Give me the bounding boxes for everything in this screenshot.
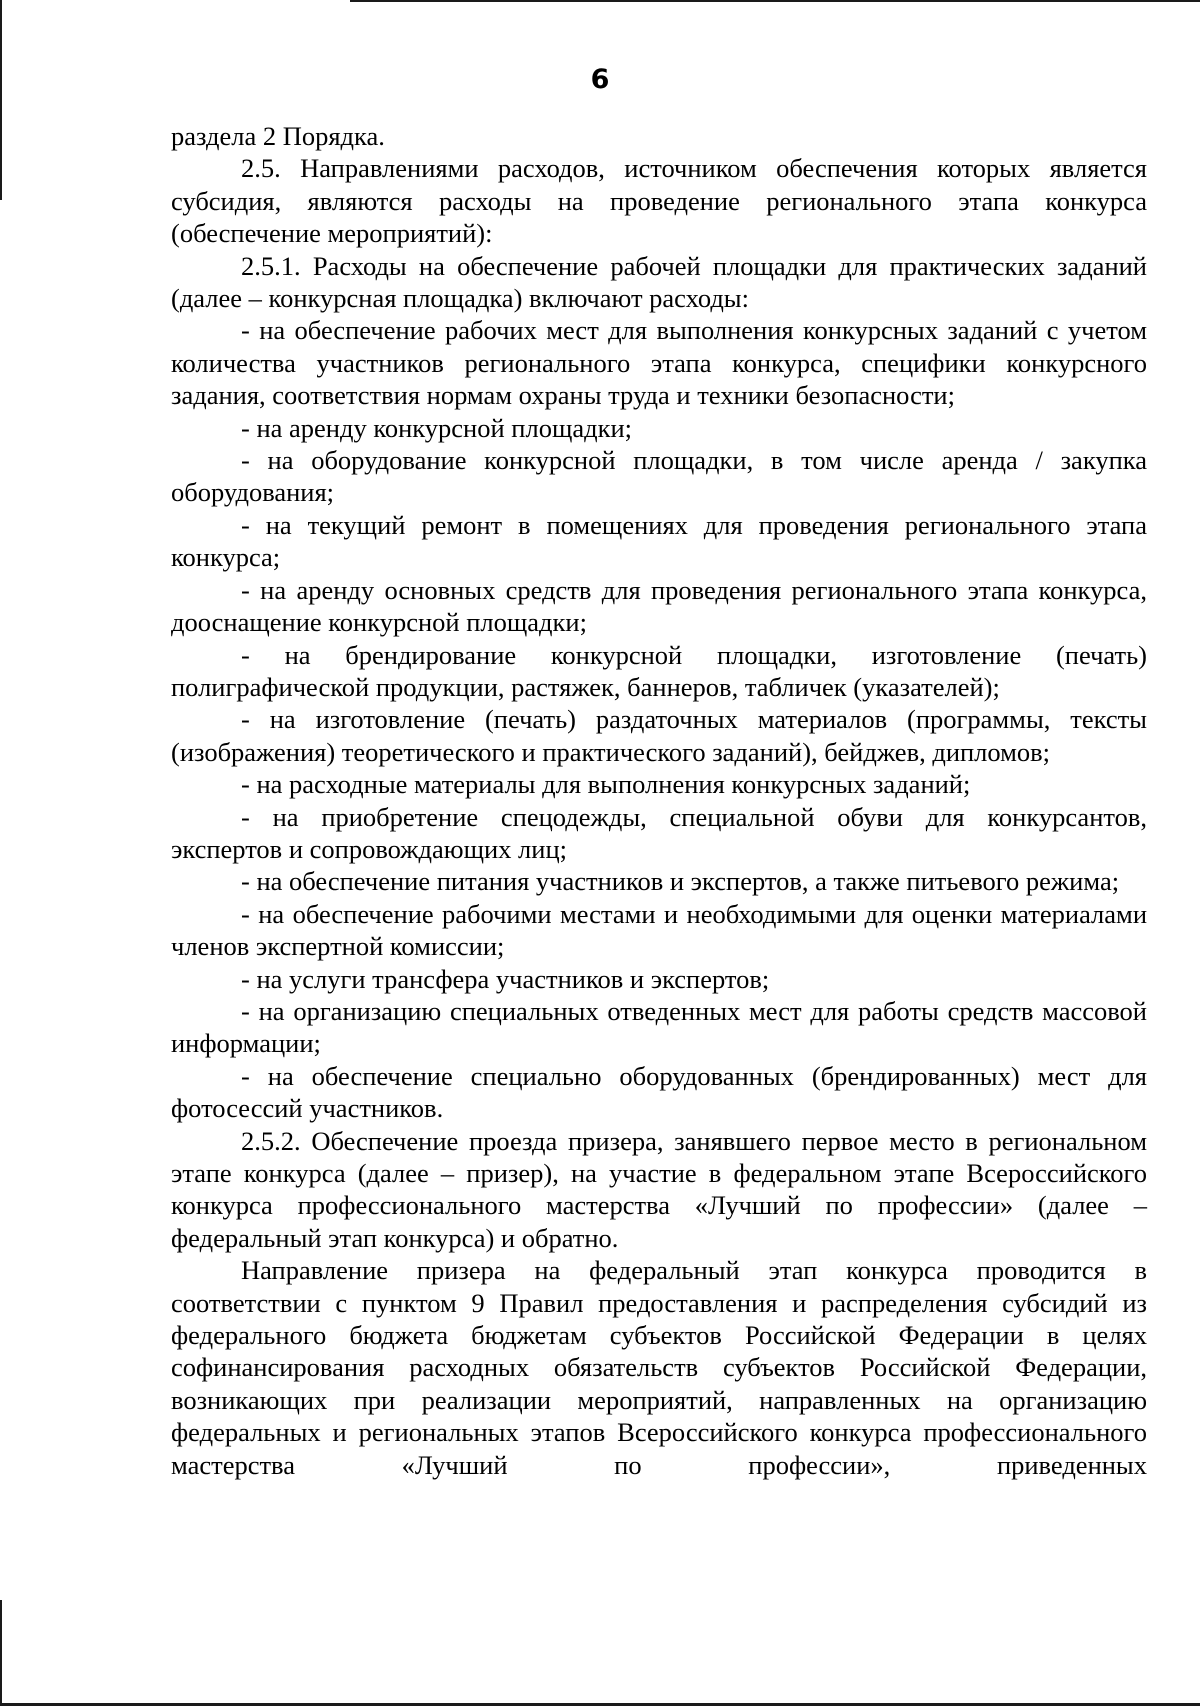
list-item-fixed-assets: - на аренду основных средств для проведения регионального этапа конкурса, дооснащение конкурсной площадки;	[171, 574, 1147, 638]
list-item-workwear: - на приобретение спецодежды, специальной обуви для конкурсантов, экспертов и сопровождающих лиц;	[171, 801, 1147, 864]
paragraph-continuation: раздела 2 Порядка.	[171, 121, 385, 151]
document-body	[171, 120, 1147, 1481]
paragraph-winner-referral: Направление призера на федеральный этап конкурса проводится в соответствии с пунктом 9 Правил предоставления и распределения субсидий из федерального бюджета бюджетам субъектов Российской Федерации в целях софинансирования расходных обязательств субъектов Российской Федерации, возникающих при реализации мероприятий, направленных на организацию федеральных и региональных этапов Всероссийского конкурса профессионального мастерства «Лучший по профессии», приведенных	[171, 1255, 1147, 1480]
list-item-consumables: - на расходные материалы для выполнения конкурсных заданий;	[241, 769, 971, 800]
list-item-repair: - на текущий ремонт в помещениях для проведения регионального этапа конкурса;	[171, 509, 1147, 573]
paragraph-2-5-1: 2.5.1. Расходы на обеспечение рабочей площадки для практических заданий (далее – конкурсная площадка) включают расходы:	[171, 250, 1147, 314]
list-item-branding: - на брендирование конкурсной площадки, изготовление (печать) полиграфической продукции, растяжек, баннеров, табличек (указателей);	[171, 639, 1147, 702]
list-item-expert-workplaces: - на обеспечение рабочими местами и необходимыми для оценки материалами членов экспертной комиссии;	[171, 898, 1147, 962]
page-number: 6	[590, 64, 610, 95]
list-item-photo-areas: - на обеспечение специально оборудованных (брендированных) мест для фотосессий участников.	[171, 1060, 1147, 1124]
list-item-media-areas: - на организацию специальных отведенных мест для работы средств массовой информации;	[171, 995, 1147, 1059]
scan-border-top	[350, 0, 1200, 2]
list-item-transfer: - на услуги трансфера участников и экспертов;	[241, 963, 770, 994]
list-item-rent-site: - на аренду конкурсной площадки;	[241, 412, 633, 443]
list-item-workplaces: - на обеспечение рабочих мест для выполнения конкурсных заданий с учетом количества участников регионального этапа конкурса, специфики конкурсного задания, соответствия нормам охраны труда и техники безопасности;	[171, 315, 1147, 411]
paragraph-2-5: 2.5. Направлениями расходов, источником обеспечения которых является субсидия, являются расходы на проведение регионального этапа конкурса (обеспечение мероприятий):	[171, 153, 1147, 249]
scan-border-left-lower	[0, 1600, 2, 1706]
list-item-printing: - на изготовление (печать) раздаточных материалов (программы, тексты (изображения) теоретического и практического заданий), бейджев, дипломов;	[171, 704, 1147, 767]
list-item-equipment: - на оборудование конкурсной площадки, в том числе аренда / закупка оборудования;	[171, 445, 1147, 508]
scan-border-left	[0, 0, 2, 200]
list-item-catering: - на обеспечение питания участников и экспертов, а также питьевого режима;	[241, 866, 1120, 897]
paragraph-2-5-2: 2.5.2. Обеспечение проезда призера, занявшего первое место в региональном этапе конкурса (далее – призер), на участие в федеральном этапе Всероссийского конкурса профессионального мастерства «Лучший по профессии» (далее – федеральный этап конкурса) и обратно.	[171, 1125, 1147, 1253]
